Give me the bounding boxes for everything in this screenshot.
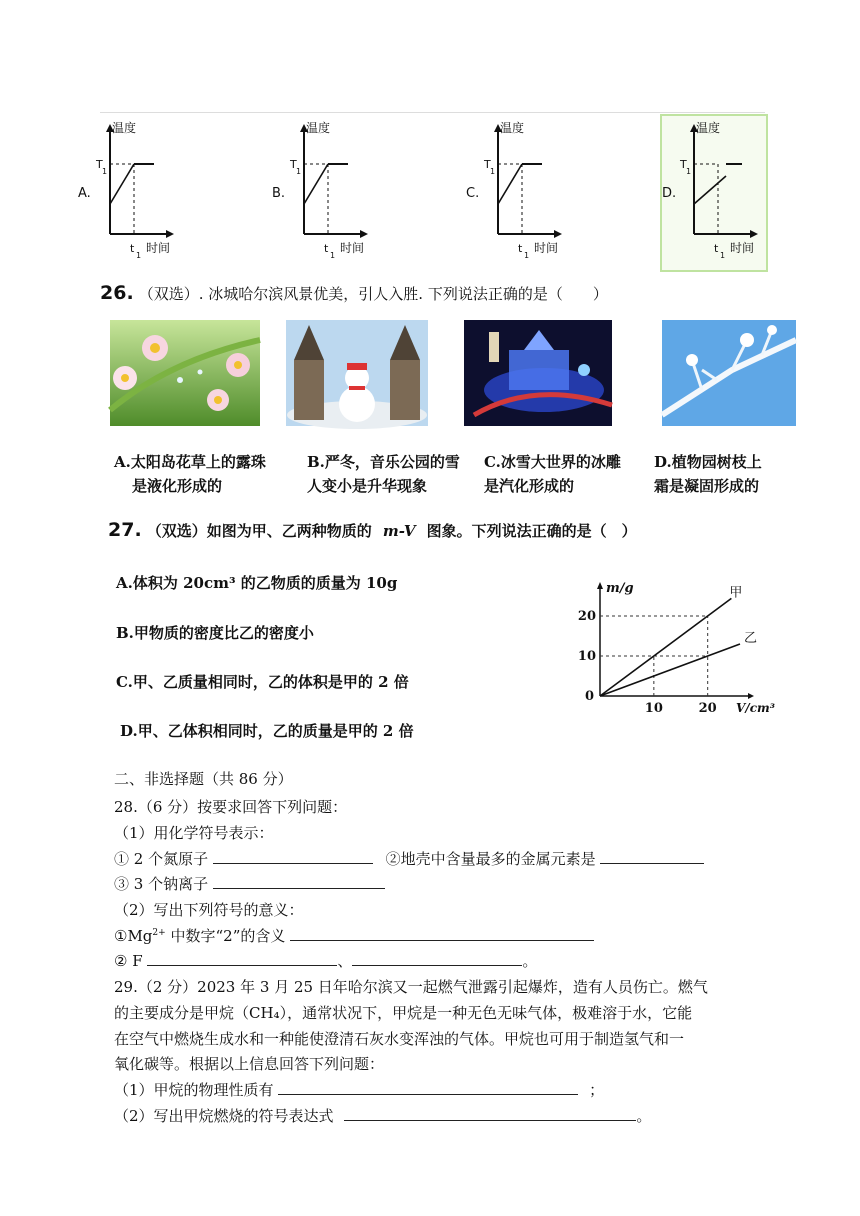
T1-label: T <box>290 158 297 171</box>
q28-row2 <box>114 873 385 894</box>
mv-origin-label: 0 <box>584 689 594 704</box>
q26-option-c-line1: C.冰雪大世界的冰雕 <box>484 453 621 471</box>
x-axis-arrow <box>166 230 174 238</box>
q27-option-c[interactable]: C.甲、乙质量相同时，乙的体积是甲的 2 倍 <box>116 673 409 691</box>
q26-option-b-line2: 人变小是升华现象 <box>307 477 428 495</box>
T1-subscript: 1 <box>686 167 692 176</box>
y-axis-label: 温度 <box>696 121 721 135</box>
q28-item5-blank1[interactable] <box>147 951 337 966</box>
temperature-time-graph <box>466 118 566 268</box>
graph-option-c[interactable] <box>466 118 566 268</box>
q26-option-c[interactable] <box>484 450 621 498</box>
q29-ask1-end: ； <box>589 1081 605 1099</box>
q28-item2: ②地壳中含量最多的金属元素是 <box>385 850 596 868</box>
graph-option-letter: C. <box>466 186 480 201</box>
q28-item2-blank[interactable] <box>600 849 704 864</box>
q26-option-d-line2: 霜是凝固形成的 <box>654 477 760 495</box>
q26-option-a[interactable] <box>114 450 266 498</box>
q29-line3: 在空气中燃烧生成水和一种能使澄清石灰水变浑浊的气体。甲烷也可用于制造氢气和一 <box>114 1030 685 1048</box>
photo-frost-branch <box>662 320 796 426</box>
q28-row3 <box>114 925 594 946</box>
q26-option-d[interactable] <box>654 450 762 498</box>
q27-stem-mv: m-V <box>382 522 416 540</box>
q29-ask1: （1）甲烷的物理性质有 <box>114 1081 274 1099</box>
x-axis-label: 时间 <box>534 241 559 255</box>
q29-line1: 29.（2 分）2023 年 3 月 25 日年哈尔滨又一起燃气泄露引起爆炸，造有人员伤亡。燃气 <box>114 978 708 996</box>
q28-item5-a: ② F <box>114 952 143 970</box>
temperature-time-graph <box>662 118 762 268</box>
T1-subscript: 1 <box>490 167 496 176</box>
mv-y-axis-arrow <box>597 582 603 589</box>
q29-line2: 的主要成分是甲烷（CH₄），通常状况下，甲烷是一种无色无味气体，极难溶于水，它能 <box>114 1004 693 1022</box>
q28-item5-end: 。 <box>522 952 538 970</box>
q26-stem: （双选）. 冰城哈尔滨风景优美，引人入胜. 下列说法正确的是（ ） <box>138 285 608 303</box>
q29-ask2-blank[interactable] <box>344 1106 636 1121</box>
mv-x-tick-label: 20 <box>698 701 717 716</box>
q26-option-b-line1: B.严冬，音乐公园的雪 <box>307 453 460 471</box>
mv-y-tick-label: 10 <box>577 649 596 664</box>
q28-row4 <box>114 950 537 971</box>
y-axis-label: 温度 <box>306 121 331 135</box>
q29-ask1-row <box>114 1079 604 1100</box>
x-axis-label: 时间 <box>340 241 365 255</box>
temperature-rise-line <box>498 164 522 204</box>
mv-series-label: 甲 <box>729 585 743 601</box>
t1-label: t <box>518 242 523 255</box>
photo-snowman-park <box>286 320 428 426</box>
t1-subscript: 1 <box>136 251 142 260</box>
photo-ice-sculpture <box>464 320 612 426</box>
q28-item4-blank[interactable] <box>290 926 594 941</box>
q26-option-b[interactable] <box>307 450 460 498</box>
q28-item4-sup: 2+ <box>152 928 166 938</box>
mv-x-tick-label: 10 <box>644 701 663 716</box>
t1-label: t <box>714 242 719 255</box>
q29-line4: 氧化碳等。根据以上信息回答下列问题： <box>114 1055 385 1073</box>
q29-ask2-row <box>114 1105 651 1126</box>
t1-subscript: 1 <box>524 251 530 260</box>
y-axis-label: 温度 <box>500 121 525 135</box>
q27-option-a[interactable]: A.体积为 20cm³ 的乙物质的质量为 10g <box>116 574 398 592</box>
graph-option-b[interactable] <box>272 118 372 268</box>
q28-item4-a: ①Mg <box>114 927 153 945</box>
T1-label: T <box>96 158 103 171</box>
t1-subscript: 1 <box>720 251 726 260</box>
q26-option-a-line2: 是液化形成的 <box>132 477 223 495</box>
q26-option-c-line2: 是汽化形成的 <box>484 477 575 495</box>
q27-option-d[interactable]: D.甲、乙体积相同时，乙的质量是甲的 2 倍 <box>120 722 414 740</box>
T1-label: T <box>484 158 491 171</box>
mv-x-axis-arrow <box>748 693 754 699</box>
q28-item5-sep: 、 <box>337 952 353 970</box>
q29-ask2: （2）写出甲烷燃烧的符号表达式 <box>114 1107 334 1125</box>
photo-dew-flowers <box>110 320 260 426</box>
temperature-rise-line <box>304 164 328 204</box>
q27-stem-a: （双选）如图为甲、乙两种物质的 <box>146 522 372 540</box>
x-axis-arrow <box>360 230 368 238</box>
q27-option-b[interactable]: B.甲物质的密度比乙的密度小 <box>116 624 314 642</box>
temperature-rise-line <box>694 176 726 204</box>
q26-number: 26. <box>100 282 134 304</box>
mv-x-axis-label: V/cm³ <box>736 701 775 715</box>
x-axis-label: 时间 <box>146 241 171 255</box>
q27-header <box>108 519 637 541</box>
mv-y-tick-label: 20 <box>577 609 596 624</box>
T1-label: T <box>680 158 687 171</box>
q28-item4-b: 中数字“2”的含义 <box>170 927 286 945</box>
q26-header <box>100 282 608 304</box>
q29-ask2-end: 。 <box>636 1107 652 1125</box>
mv-series-line-yi <box>600 644 740 696</box>
q28-item5-blank2[interactable] <box>352 951 522 966</box>
temperature-time-graph <box>272 118 372 268</box>
mv-series-line-jia <box>600 598 731 696</box>
t1-label: t <box>324 242 329 255</box>
mv-series-label: 乙 <box>744 631 758 646</box>
q28-item3: ③ 3 个钠离子 <box>114 875 209 893</box>
mv-y-axis-label: m/g <box>606 581 634 596</box>
q28-sub2: （2）写出下列符号的意义： <box>114 901 304 919</box>
q26-option-a-line1: A.太阳岛花草上的露珠 <box>114 453 266 471</box>
t1-subscript: 1 <box>330 251 336 260</box>
q28-item1-blank[interactable] <box>213 849 373 864</box>
q28-row1 <box>114 848 704 869</box>
y-axis-label: 温度 <box>112 121 137 135</box>
x-axis-label: 时间 <box>730 241 755 255</box>
temperature-rise-line <box>110 164 134 204</box>
x-axis-arrow <box>554 230 562 238</box>
mv-chart <box>577 580 775 720</box>
graph-option-letter: D. <box>662 186 677 201</box>
t1-label: t <box>130 242 135 255</box>
graph-option-a[interactable] <box>78 118 178 268</box>
T1-subscript: 1 <box>296 167 302 176</box>
T1-subscript: 1 <box>102 167 108 176</box>
q29-ask1-blank[interactable] <box>278 1080 578 1095</box>
q27-number: 27. <box>108 519 142 541</box>
temperature-time-graph <box>78 118 178 268</box>
q28-title: 28.（6 分）按要求回答下列问题： <box>114 798 348 816</box>
q28-item3-blank[interactable] <box>213 874 385 889</box>
q28-item1: ① 2 个氮原子 <box>114 850 209 868</box>
graph-option-letter: B. <box>272 186 286 201</box>
q26-option-d-line1: D.植物园树枝上 <box>654 453 762 471</box>
q27-stem-b: 图象。下列说法正确的是（ ） <box>426 522 637 540</box>
x-axis-arrow <box>750 230 758 238</box>
graph-option-letter: A. <box>78 186 91 201</box>
section2-heading: 二、非选择题（共 86 分） <box>114 770 293 788</box>
graph-option-d[interactable] <box>662 118 762 268</box>
q28-sub1: （1）用化学符号表示： <box>114 824 274 842</box>
